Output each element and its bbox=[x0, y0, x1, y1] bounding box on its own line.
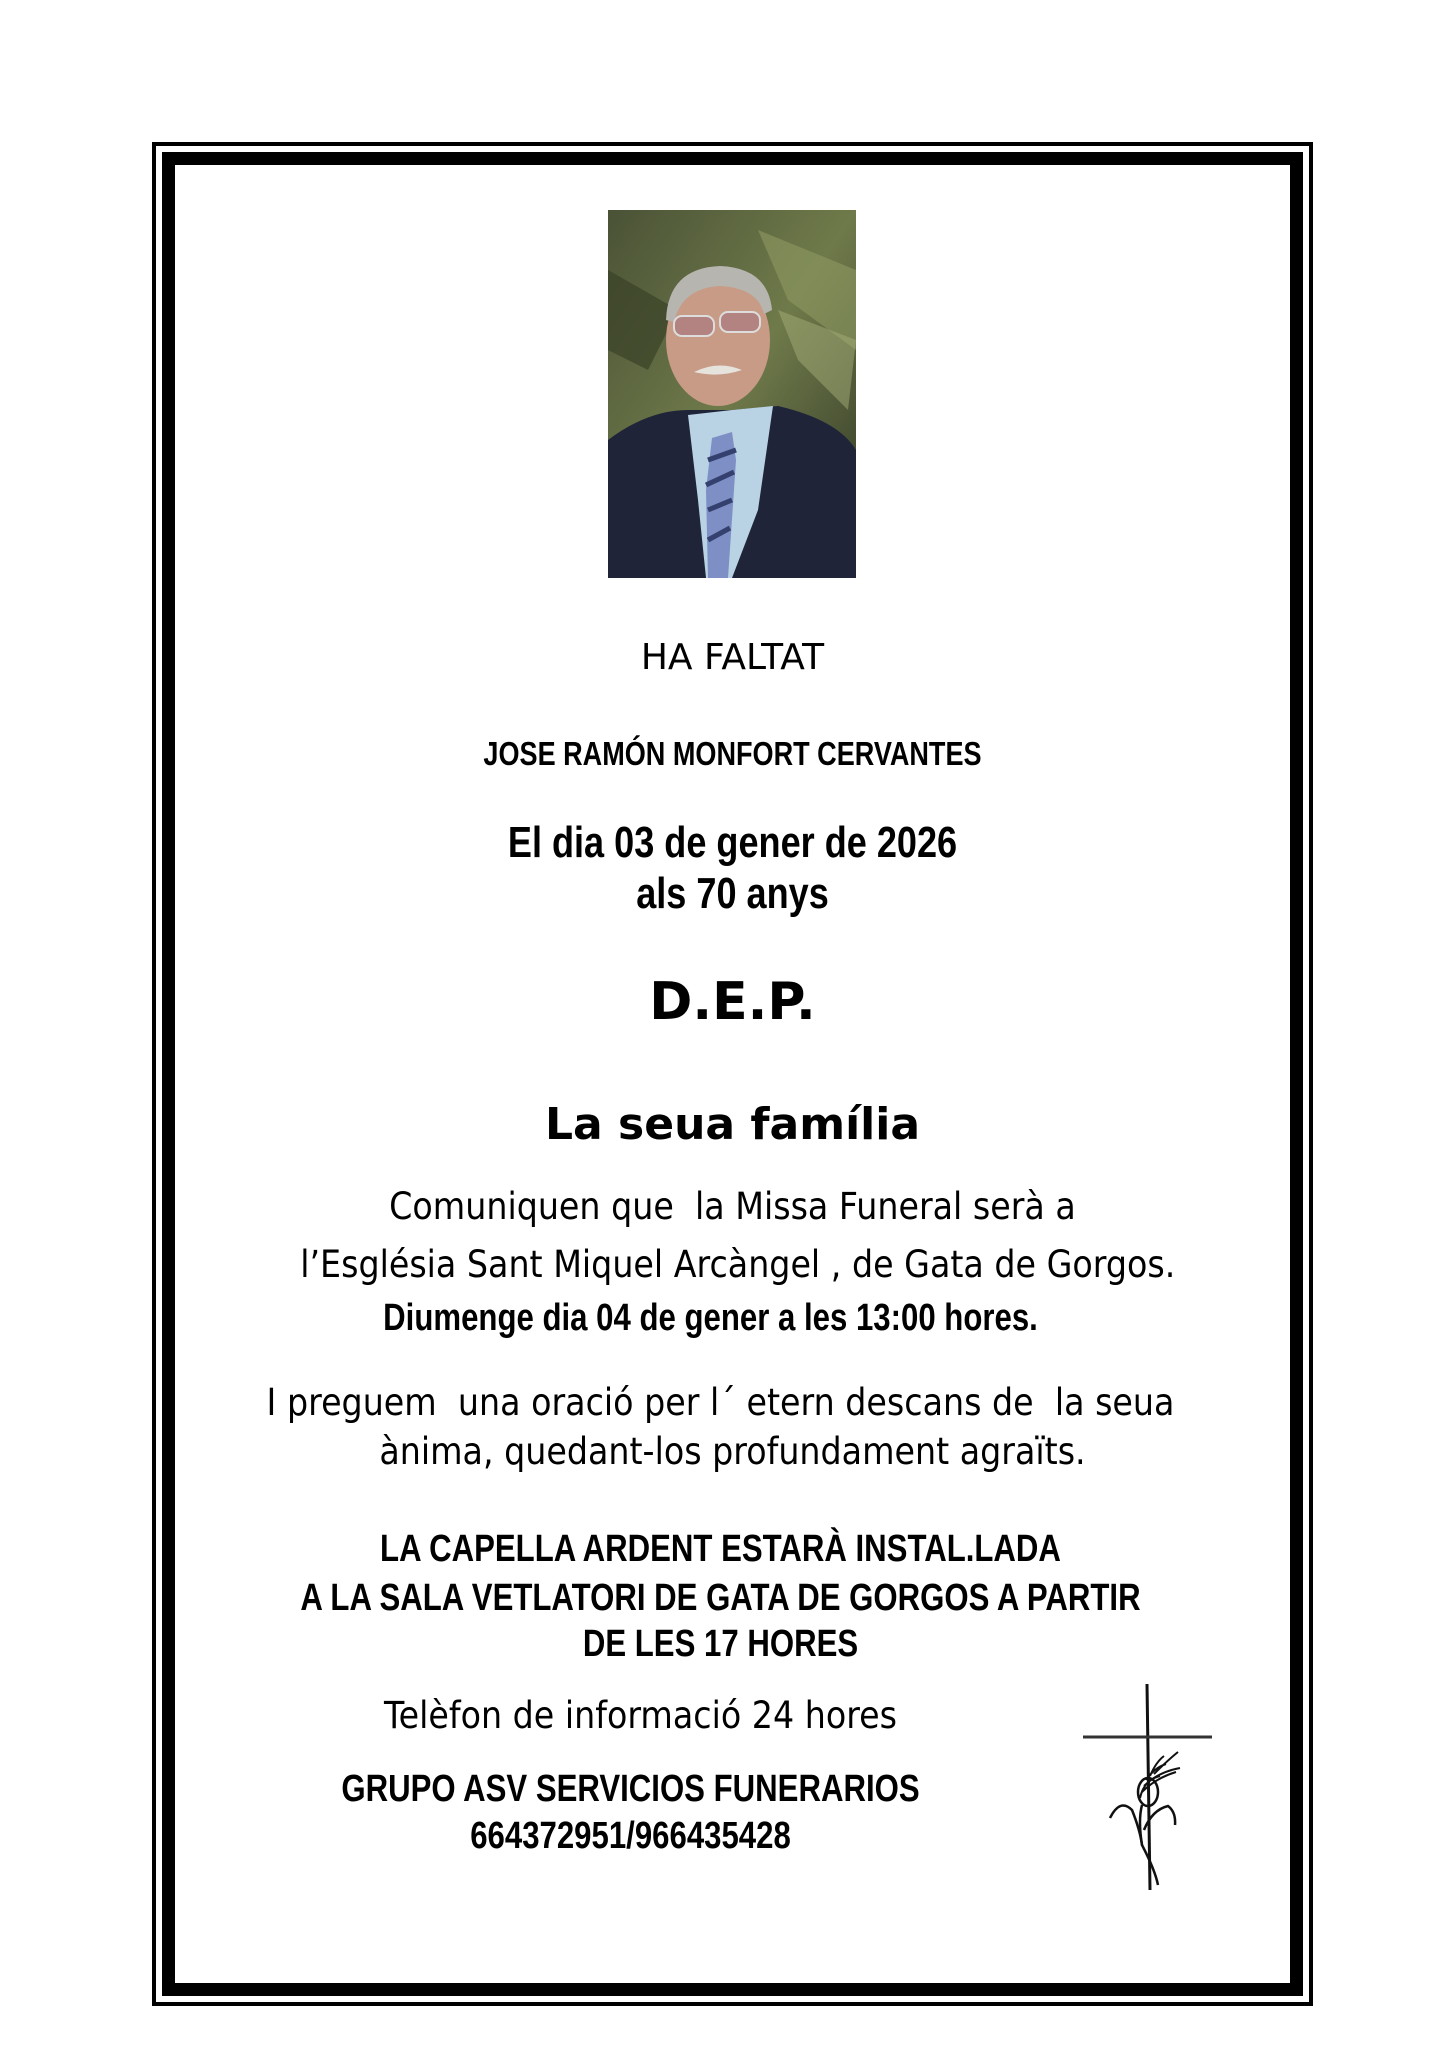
heading-ha-faltat: HA FALTAT bbox=[640, 637, 825, 678]
info-phone-label: Telèfon de informació 24 hores bbox=[383, 1694, 898, 1737]
chapel-line-1: LA CAPELLA ARDENT ESTARÀ INSTAL.LADA bbox=[380, 1528, 1061, 1570]
family-heading: La seua família bbox=[544, 1099, 921, 1150]
company-phones[interactable]: 664372951/966435428 bbox=[470, 1815, 791, 1857]
age-line: als 70 anys bbox=[636, 869, 829, 918]
prayer-line-1: I preguem una oració per l´ etern descans de la seua bbox=[266, 1381, 1175, 1424]
mass-line-1: Comuniquen que la Missa Funeral serà a bbox=[389, 1185, 1076, 1228]
chapel-line-2: A LA SALA VETLATORI DE GATA DE GORGOS A PARTIR bbox=[300, 1577, 1141, 1619]
date-of-death: El dia 03 de gener de 2026 bbox=[507, 818, 958, 867]
dep-label: D.E.P. bbox=[649, 972, 816, 1032]
prayer-line-2: ànima, quedant-los profundament agraïts. bbox=[379, 1430, 1086, 1473]
cross-with-wheat-icon bbox=[1080, 1680, 1240, 1920]
company-name: GRUPO ASV SERVICIOS FUNERARIOS bbox=[341, 1768, 920, 1810]
deceased-name: JOSE RAMÓN MONFORT CERVANTES bbox=[483, 735, 982, 772]
chapel-line-3: DE LES 17 HORES bbox=[582, 1623, 859, 1665]
mass-datetime: Diumenge dia 04 de gener a les 13:00 hores. bbox=[383, 1297, 1038, 1339]
deceased-portrait-photo bbox=[608, 210, 856, 578]
mass-line-2: l’Església Sant Miquel Arcàngel , de Gata de Gorgos. bbox=[289, 1243, 1176, 1286]
